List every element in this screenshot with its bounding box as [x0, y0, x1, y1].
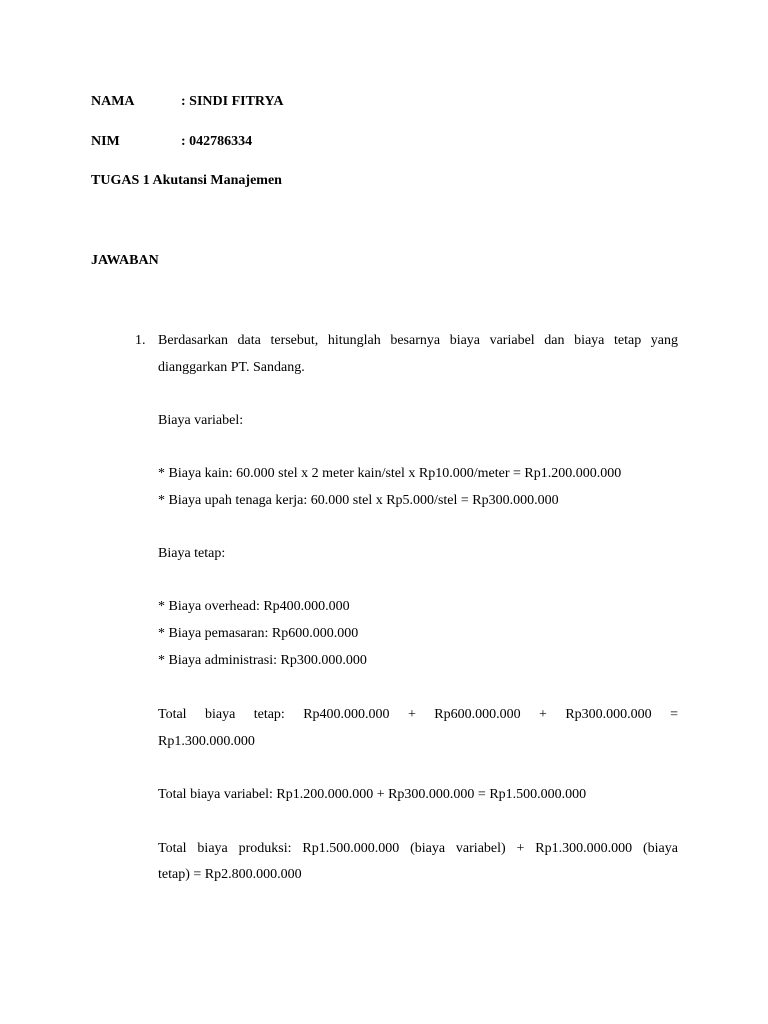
question-line-2: dianggarkan PT. Sandang. — [158, 360, 305, 375]
total-fixed-line-2: Rp1.300.000.000 — [158, 734, 255, 749]
fixed-cost-item: * Biaya overhead: Rp400.000.000 — [158, 599, 350, 614]
fixed-cost-item: * Biaya administrasi: Rp300.000.000 — [158, 653, 367, 668]
fixed-cost-heading: Biaya tetap: — [158, 546, 226, 561]
total-production-line-1: Total biaya produksi: Rp1.500.000.000 (biaya variabel) + Rp1.300.000.000 (biaya — [158, 841, 678, 856]
total-fixed-line-1: Total biaya tetap: Rp400.000.000 + Rp600.000.000 + Rp300.000.000 = — [158, 707, 678, 722]
nama-label: NAMA — [91, 94, 135, 109]
nim-label: NIM — [91, 134, 120, 149]
list-number: 1. — [135, 333, 146, 348]
variable-cost-item: * Biaya kain: 60.000 stel x 2 meter kain/stel x Rp10.000/meter = Rp1.200.000.000 — [158, 466, 622, 481]
variable-cost-item: * Biaya upah tenaga kerja: 60.000 stel x Rp5.000/stel = Rp300.000.000 — [158, 493, 559, 508]
question-line-1: Berdasarkan data tersebut, hitunglah besarnya biaya variabel dan biaya tetap yang — [158, 333, 678, 348]
total-variable: Total biaya variabel: Rp1.200.000.000 + Rp300.000.000 = Rp1.500.000.000 — [158, 787, 587, 802]
total-production-line-2: tetap) = Rp2.800.000.000 — [158, 867, 302, 882]
nama-value: : SINDI FITRYA — [181, 94, 284, 109]
nim-value: : 042786334 — [181, 134, 253, 149]
assignment-title: TUGAS 1 Akutansi Manajemen — [91, 173, 282, 188]
variable-cost-heading: Biaya variabel: — [158, 413, 244, 428]
fixed-cost-item: * Biaya pemasaran: Rp600.000.000 — [158, 626, 359, 641]
section-title: JAWABAN — [91, 253, 159, 268]
